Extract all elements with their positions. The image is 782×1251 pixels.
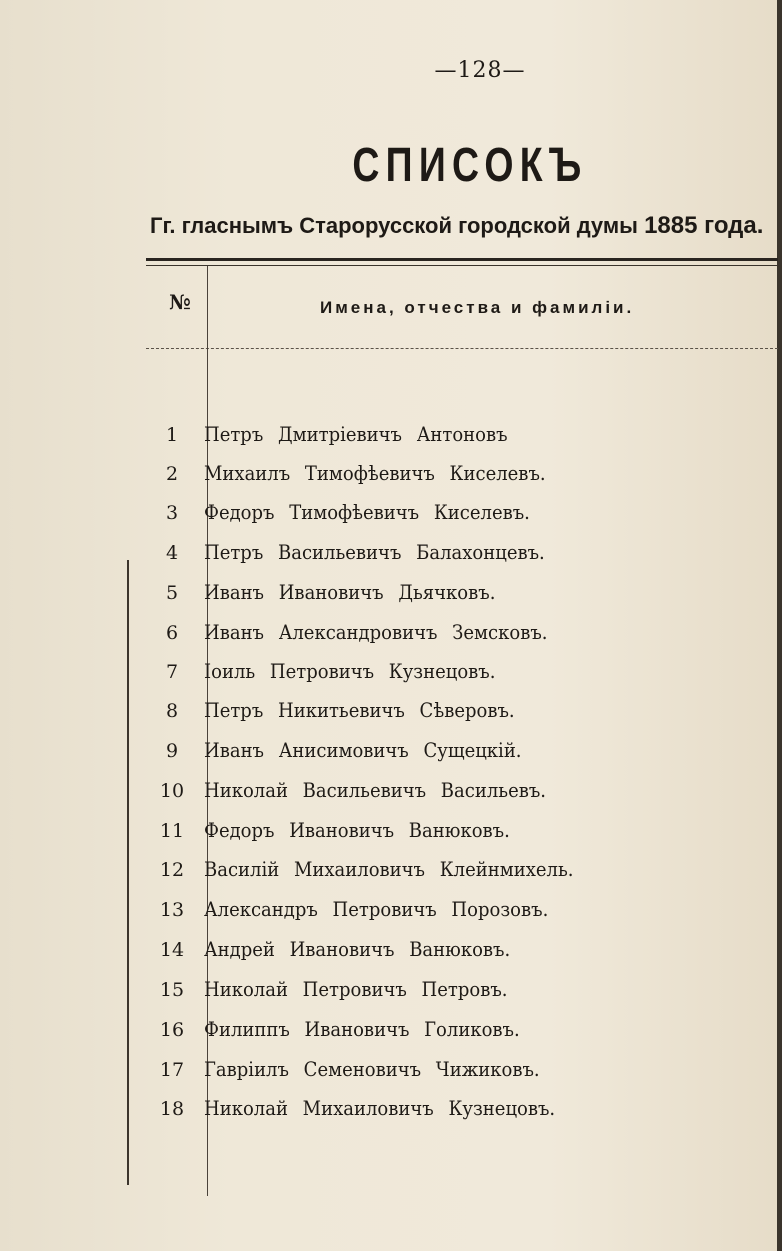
- row-number: 15: [159, 979, 185, 1001]
- table-top-rule: [146, 258, 778, 261]
- row-number: 8: [165, 700, 179, 722]
- member-name: Гавріилъ Семеновичъ Чижиковъ.: [204, 1057, 540, 1081]
- member-name: Филиппъ Ивановичъ Голиковъ.: [204, 1017, 520, 1041]
- row-number: 4: [165, 542, 179, 564]
- member-name: Иванъ Александровичъ Земсковъ.: [204, 620, 548, 644]
- page-title: СПИСОКЪ: [352, 139, 588, 192]
- member-name: Александръ Петровичъ Порозовъ.: [204, 897, 549, 921]
- member-name: Петръ Дмитріевичъ Антоновъ: [204, 422, 508, 446]
- member-name: Михаилъ Тимофѣевичъ Киселевъ.: [204, 461, 546, 485]
- table-row: [140, 659, 528, 699]
- row-number: 11: [159, 820, 185, 842]
- row-number: 3: [165, 502, 179, 524]
- row-number: 5: [165, 582, 179, 604]
- member-name: Федоръ Ивановичъ Ванюковъ.: [204, 818, 510, 842]
- table-row: [140, 818, 544, 858]
- table-row: [140, 897, 587, 937]
- table-row: [140, 461, 584, 501]
- table-row: [140, 977, 541, 1017]
- member-name: Іоиль Петровичъ Кузнецовъ.: [204, 659, 496, 683]
- subtitle-year: 1885 года.: [644, 212, 764, 239]
- row-number: 2: [165, 463, 179, 485]
- table-row: [140, 580, 528, 620]
- row-number: 12: [159, 859, 185, 881]
- member-name: Петръ Васильевичъ Балахонцевъ.: [204, 540, 545, 564]
- row-number: 10: [159, 780, 185, 802]
- table-row: [140, 422, 541, 462]
- table-row: [140, 778, 584, 818]
- table-left-border: [127, 560, 129, 1185]
- member-name: Петръ Никитьевичъ Сѣверовъ.: [204, 698, 515, 722]
- row-number: 17: [159, 1059, 185, 1081]
- table-row: [140, 937, 544, 977]
- table-row: [140, 540, 583, 580]
- row-number: 7: [165, 661, 179, 683]
- member-name: Федоръ Тимофѣевичъ Киселевъ.: [204, 500, 530, 524]
- row-number: 14: [159, 939, 185, 961]
- table-row: [140, 738, 557, 778]
- row-number: 6: [165, 622, 179, 644]
- column-header-number: №: [169, 290, 191, 314]
- row-number: 13: [159, 899, 185, 921]
- member-name: Иванъ Ивановичъ Дьячковъ.: [204, 580, 496, 604]
- column-header-names: Имена, отчества и фамиліи.: [320, 298, 635, 317]
- page-edge-shadow: [777, 0, 782, 1251]
- member-name: Николай Васильевичъ Васильевъ.: [204, 778, 547, 802]
- table-row: [140, 1057, 577, 1097]
- table-row: [140, 857, 615, 897]
- table-row: [140, 1096, 594, 1136]
- member-name: Андрей Ивановичъ Ванюковъ.: [204, 937, 511, 961]
- table-row: [140, 698, 549, 738]
- member-name: Василій Михаиловичъ Клейнмихель.: [204, 857, 574, 881]
- table-row: [140, 500, 566, 540]
- row-number: 18: [159, 1098, 185, 1120]
- table-top-rule-thin: [146, 265, 778, 266]
- page-subtitle: [150, 212, 780, 240]
- member-name: Николай Петровичъ Петровъ.: [204, 977, 508, 1001]
- row-number: 9: [165, 740, 179, 762]
- table-header-rule: [146, 348, 778, 349]
- subtitle-text: Гг. гласнымъ Старорусской городской думы: [150, 213, 638, 238]
- member-name: Иванъ Анисимовичъ Сущецкій.: [204, 738, 522, 762]
- page-number: —128—: [434, 58, 526, 83]
- row-number: 1: [165, 424, 179, 446]
- table-row: [140, 1017, 555, 1057]
- row-number: 16: [159, 1019, 185, 1041]
- table-row: [140, 620, 586, 660]
- member-name: Николай Михаиловичъ Кузнецовъ.: [204, 1096, 556, 1120]
